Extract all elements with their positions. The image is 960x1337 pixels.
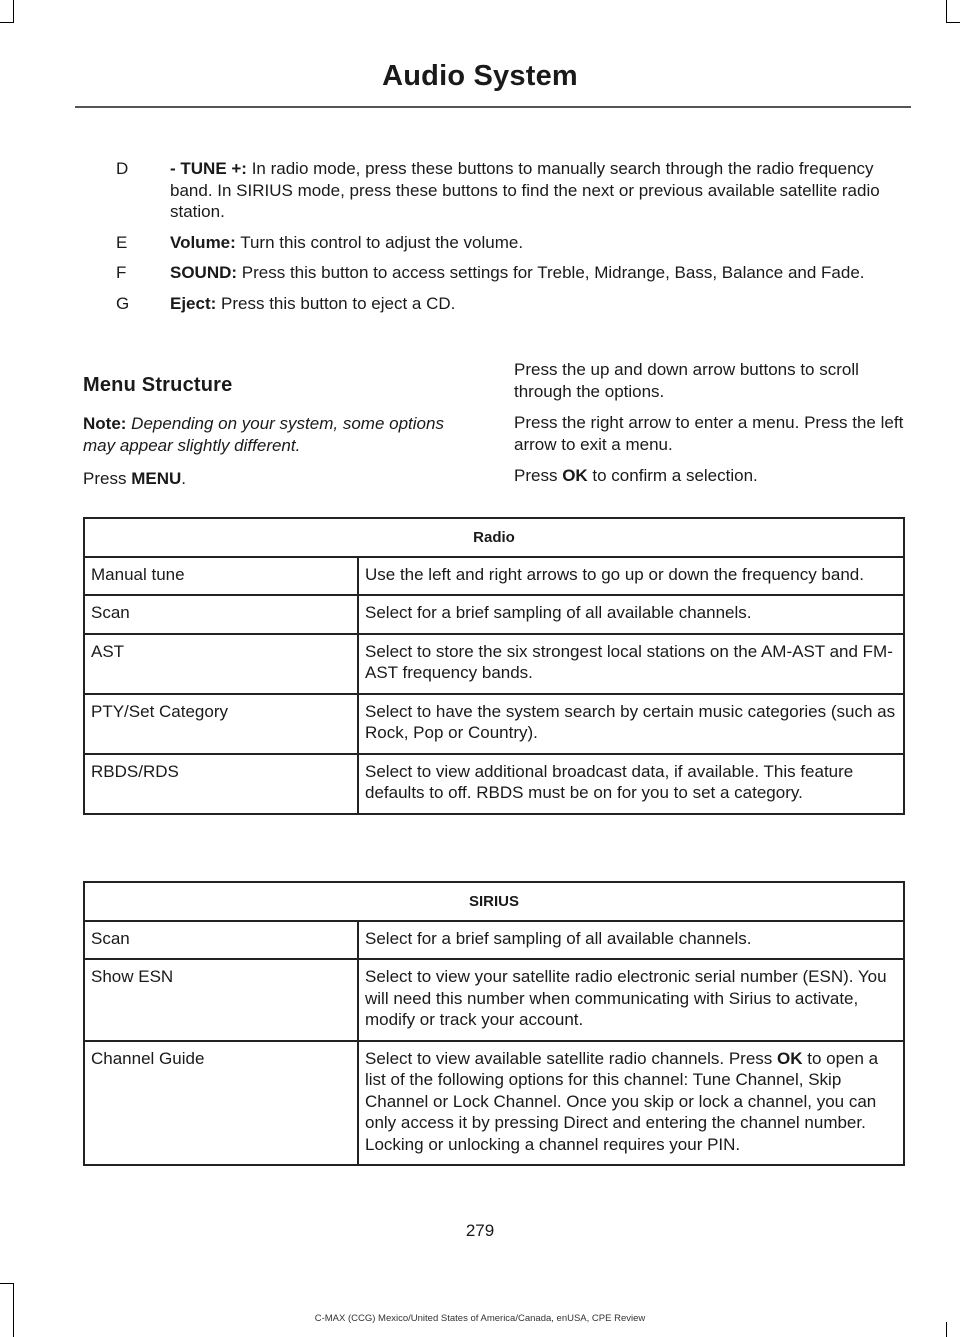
definition-text	[170, 293, 902, 315]
definition-letter: G	[116, 293, 130, 313]
definition-term: - TUNE +:	[170, 159, 247, 178]
header-divider	[75, 106, 911, 108]
table-row	[84, 1041, 904, 1166]
crop-mark-top-left-h	[0, 22, 14, 23]
ok-key-label: OK	[562, 466, 588, 485]
desc-suffix: to open a list of the following options for this channel: Tune Channel, Skip Channel or Lock Channel. Once you skip or lock a channel, you can only access it by pressing Direct and entering the channel number. Locking or unlocking a channel requires your PIN.	[365, 1048, 879, 1154]
definition-item-f	[0, 262, 960, 284]
definition-body: Press this button to access settings for Treble, Midrange, Bass, Balance and Fade.	[237, 263, 865, 282]
table-row	[84, 921, 904, 960]
table-cell-item: Scan	[84, 921, 358, 960]
definition-body: In radio mode, press these buttons to manually search through the radio frequency band. In SIRIUS mode, press these buttons to find the next or previous available satellite radio station.	[170, 159, 880, 221]
document-footer: C-MAX (CCG) Mexico/United States of America/Canada, enUSA, CPE Review	[314, 1313, 646, 1324]
press-prefix: Press	[514, 466, 563, 485]
desc-prefix: Select to view available satellite radio channels. Press	[365, 1048, 777, 1068]
definition-text	[170, 158, 902, 223]
definition-text	[170, 232, 902, 254]
table-header: SIRIUS	[84, 882, 904, 921]
definition-letter: D	[116, 159, 129, 178]
table-cell-desc: Select to view additional broadcast data, if available. This feature defaults to off. RBDS must be on for you to set a category.	[358, 754, 904, 814]
table-cell-desc: Select to view your satellite radio electronic serial number (ESN). You will need this number when communicating with Sirius to activate, modify or track your account.	[358, 959, 904, 1041]
table-row	[84, 694, 904, 754]
table-cell-desc	[358, 1041, 904, 1166]
table-cell-item: Show ESN	[84, 959, 358, 1041]
note-paragraph	[83, 413, 463, 456]
definition-text	[170, 262, 902, 284]
radio-menu-table	[83, 517, 905, 815]
press-menu-paragraph	[83, 468, 463, 490]
crop-mark-bottom-left-v	[13, 1283, 14, 1337]
control-definition-list	[0, 158, 960, 323]
crop-mark-top-right-h	[946, 22, 960, 23]
table-row	[84, 595, 904, 634]
page-number: 279	[465, 1221, 495, 1240]
table-cell-desc: Use the left and right arrows to go up or down the frequency band.	[358, 557, 904, 596]
menu-structure-left-column	[83, 374, 463, 502]
table-row	[84, 634, 904, 694]
definition-body: Turn this control to adjust the volume.	[235, 232, 524, 252]
sirius-menu-table	[83, 881, 905, 1166]
enter-exit-instructions: Press the right arrow to enter a menu. Press the left arrow to exit a menu.	[514, 413, 904, 454]
table-cell-desc: Select to have the system search by certain music categories (such as Rock, Pop or Country).	[358, 694, 904, 754]
note-label: Note:	[83, 414, 127, 433]
table-cell-desc: Select for a brief sampling of all available channels.	[358, 595, 904, 634]
table-cell-item: Scan	[84, 595, 358, 634]
definition-item-e	[0, 232, 960, 254]
table-row	[84, 754, 904, 814]
table-header-row	[84, 882, 904, 921]
table-cell-item: RBDS/RDS	[84, 754, 358, 814]
menu-key-label: MENU	[131, 469, 182, 488]
menu-structure-right-column	[514, 359, 904, 497]
crop-mark-bottom-left-h	[0, 1283, 14, 1284]
table-cell-item: PTY/Set Category	[84, 694, 358, 754]
note-text: Depending on your system, some options may appear slightly different.	[83, 414, 444, 455]
press-prefix: Press	[83, 469, 132, 488]
confirm-instructions	[514, 465, 904, 487]
table-cell-item: Channel Guide	[84, 1041, 358, 1166]
table-header-row	[84, 518, 904, 557]
table-row	[84, 557, 904, 596]
definition-term: Volume:	[170, 232, 236, 252]
ok-key-label: OK	[777, 1048, 803, 1068]
definition-item-d	[0, 158, 960, 223]
table-cell-item: Manual tune	[84, 557, 358, 596]
definition-term: SOUND:	[170, 263, 238, 282]
definition-letter: E	[116, 232, 128, 252]
table-header: Radio	[84, 518, 904, 557]
definition-body: Press this button to eject a CD.	[216, 293, 456, 313]
confirm-suffix: to confirm a selection.	[587, 466, 758, 485]
crop-mark-top-left-v	[13, 0, 14, 22]
table-cell-item: AST	[84, 634, 358, 694]
scroll-instructions: Press the up and down arrow buttons to scroll through the options.	[514, 360, 859, 401]
table-cell-desc: Select to store the six strongest local stations on the AM-AST and FM-AST frequency bands.	[358, 634, 904, 694]
page-title: Audio System	[382, 60, 578, 92]
table-row	[84, 959, 904, 1041]
crop-mark-top-right-v	[946, 0, 947, 22]
definition-letter: F	[116, 263, 127, 282]
definition-term: Eject:	[170, 293, 217, 313]
crop-mark-bottom-right-v	[946, 1322, 947, 1337]
table-cell-desc: Select for a brief sampling of all available channels.	[358, 921, 904, 960]
definition-item-g	[0, 293, 960, 315]
press-suffix: .	[181, 469, 186, 488]
section-heading: Menu Structure	[83, 374, 233, 396]
